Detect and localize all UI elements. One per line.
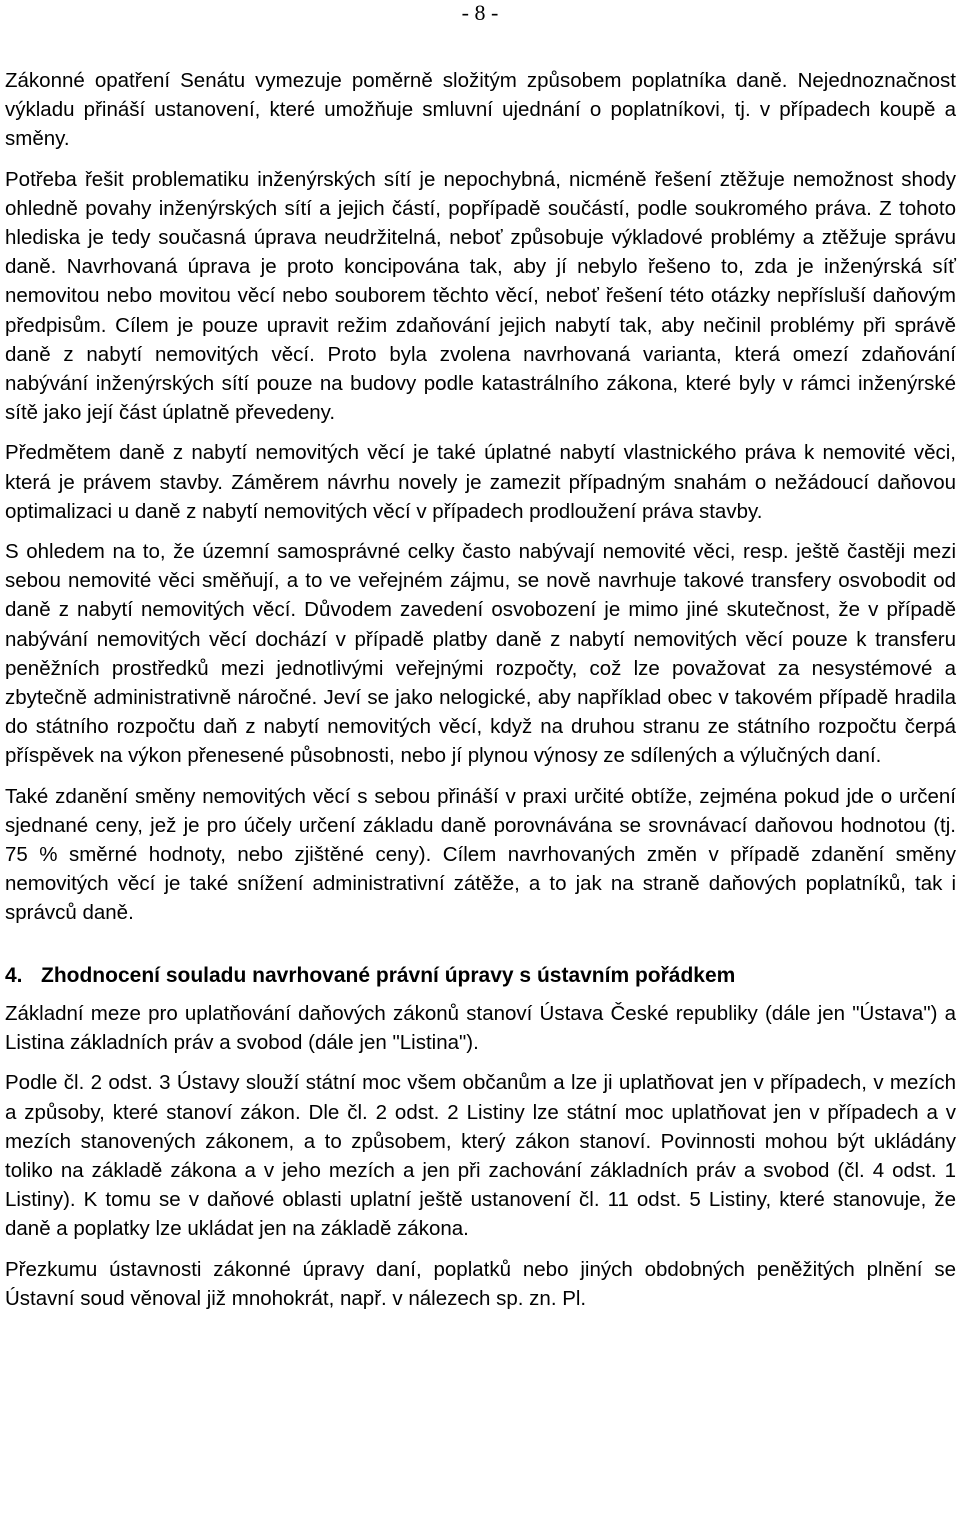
paragraph-smena-nemovitych-veci: Také zdanění směny nemovitých věcí s sebou přináší v praxi určité obtíže, zejména pokud jde o určení sjednané ceny, jež je pro účely určení základu daně porovnávána se srovnávací daňovou hodnotou (tj. 75 % směrné hodnoty, nebo zjištěné ceny). Cílem navrhovaných změn v případě zdanění směny nemovitých věcí je také snížení administrativní zátěže, a to jak na straně daňových poplatníků, tak i správců daně. — [5, 784, 956, 925]
paragraph-inzenyrske-site: Potřeba řešit problematiku inženýrských sítí je nepochybná, nicméně řešení ztěžuje nemožnost shody ohledně povahy inženýrských sítí a jejich částí, popřípadě součástí, podle soukromého práva. Z tohoto hlediska je tedy současná úprava neudržitelná, neboť způsobuje výkladové problémy a ztěžuje správu daně. Navrhovaná úprava je proto koncipována tak, aby jí nebylo řešeno to, zda je inženýrská síť nemovitou nebo movitou věcí nebo souborem těchto věcí, neboť řešení této otázky nepřísluší daňovým předpisům. Cílem je pouze upravit režim zdaňování jejich nabytí tak, aby nečinil problémy při správě daně z nabytí nemovitých věcí. Proto byla zvolena navrhovaná varianta, která omezí zdaňování nabývání inženýrských sítí pouze na budovy podle katastrálního zákona, které byly v rámci inženýrské sítě jako její část úplatně převedeny. — [5, 167, 956, 425]
document-body — [5, 66, 956, 1324]
section-title: Zhodnocení souladu navrhované právní úpravy s ústavním pořádkem — [41, 963, 736, 987]
paragraph-ustavni-soud: Přezkumu ústavnosti zákonné úpravy daní, poplatků nebo jiných obdobných peněžitých plnění se Ústavní soud věnoval již mnohokrát, např. v nálezech sp. zn. Pl. — [5, 1257, 956, 1310]
paragraph-uzemni-samospravne-celky: S ohledem na to, že územní samosprávné celky často nabývají nemovité věci, resp. ještě častěji mezi sebou nemovité věci směňují, a to ve veřejném zájmu, se nově navrhuje takové transfery osvobodit od daně z nabytí nemovitých věcí. Důvodem zavedení osvobození je mimo jiné skutečnost, že v případě nabývání nemovitých věcí dochází v případě platby daně z nabytí nemovitých věcí pouze k transferu peněžních prostředků mezi jednotlivými veřejnými rozpočty, což lze považovat za nesystémové a zbytečně administrativně náročné. Jeví se jako nelogické, aby například obec v takovém případě hradila do státního rozpočtu daň z nabytí nemovitých věcí, když na druhou stranu ze státního rozpočtu čerpá příspěvek na výkon přenesené působnosti, nebo jí plynou výnosy ze sdílených a výlučných daní. — [5, 540, 956, 768]
paragraph-statni-moc: Podle čl. 2 odst. 3 Ústavy slouží státní moc všem občanům a lze ji uplatňovat jen v případech, v mezích a způsoby, které stanoví zákon. Dle čl. 2 odst. 2 Listiny lze státní moc uplatňovat jen v případech a v mezích stanovených zákonem, a to způsobem, který zákon stanoví. Povinnosti mohou být ukládány toliko na základě zákona a v jeho mezích a jen při zachování základních práv a svobod (čl. 4 odst. 1 Listiny). K tomu se v daňové oblasti uplatní ještě ustanovení čl. 11 odst. 5 Listiny, které stanovuje, že daně a poplatky lze ukládat jen na základě zákona. — [5, 1071, 956, 1241]
paragraph-pravo-stavby: Předmětem daně z nabytí nemovitých věcí je také úplatné nabytí vlastnického práva k nemovité věci, která je právem stavby. Záměrem návrhu novely je zamezit případným snahám o nežádoucí daňovou optimalizaci u daně z nabytí nemovitých věcí v případech prodloužení práva stavby. — [5, 441, 956, 523]
page-number: - 8 - — [461, 0, 499, 25]
section-number: 4. — [5, 963, 23, 987]
paragraph-poplatnik: Zákonné opatření Senátu vymezuje poměrně složitým způsobem poplatníka daně. Nejednoznačnost výkladu přináší ustanovení, které umožňuje smluvní ujednání o poplatníkovi, tj. v případech koupě a směny. — [5, 69, 956, 151]
section-heading — [5, 961, 956, 990]
paragraph-ustava-listina: Základní meze pro uplatňování daňových zákonů stanoví Ústava České republiky (dále jen "Ústava") a Listina základních práv a svobod (dále jen "Listina"). — [5, 1001, 956, 1055]
